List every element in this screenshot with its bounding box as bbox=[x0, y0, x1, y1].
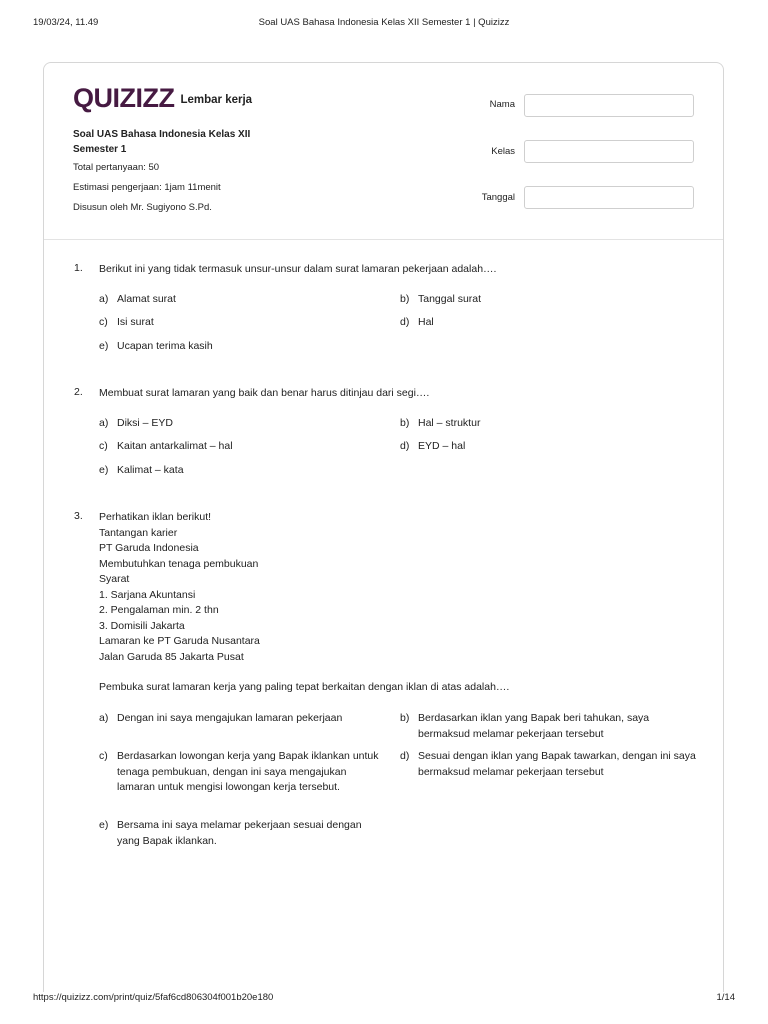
date-input[interactable] bbox=[524, 186, 694, 209]
option-text: Diksi – EYD bbox=[117, 417, 174, 429]
question-text bbox=[99, 510, 704, 696]
option-text: Isi surat bbox=[117, 316, 154, 328]
option-text: Kalimat – kata bbox=[117, 464, 184, 476]
option-text: Kaitan antarkalimat – hal bbox=[117, 440, 233, 452]
question-prompt: Pembuka surat lamaran kerja yang paling tepat berkaitan dengan iklan di atas adalah…. bbox=[99, 681, 510, 693]
ad-line: Syarat bbox=[99, 573, 130, 585]
worksheet bbox=[43, 62, 724, 992]
option-label: d) bbox=[400, 750, 410, 762]
time-estimate: Estimasi pengerjaan: 1jam 11menit bbox=[73, 182, 221, 193]
page-number: 1/14 bbox=[716, 992, 735, 1003]
option-label: a) bbox=[99, 417, 109, 429]
ad-line: Membutuhkan tenaga pembukuan bbox=[99, 557, 259, 570]
question-number: 1. bbox=[74, 262, 83, 274]
quiz-title-line1: Soal UAS Bahasa Indonesia Kelas XII bbox=[73, 129, 251, 140]
worksheet-label: Lembar kerja bbox=[180, 93, 253, 106]
ad-line: 2. Pengalaman min. 2 thn bbox=[99, 604, 219, 616]
class-input[interactable] bbox=[524, 140, 694, 163]
total-questions: Total pertanyaan: 50 bbox=[73, 162, 160, 173]
option-text: Hal – struktur bbox=[418, 417, 481, 429]
option-text: Sesuai dengan iklan yang Bapak tawarkan, dengan ini saya bermaksud melamar pekerjaan tersebut bbox=[418, 750, 696, 778]
class-label: Kelas bbox=[491, 146, 515, 157]
ad-line: Lamaran ke PT Garuda Nusantara bbox=[99, 635, 260, 647]
option-label: d) bbox=[400, 440, 410, 452]
question-3 bbox=[74, 510, 704, 860]
name-label: Nama bbox=[489, 99, 515, 110]
option-label: c) bbox=[99, 750, 108, 762]
option-text: Alamat surat bbox=[117, 293, 176, 305]
ad-line: Perhatikan iklan berikut! bbox=[99, 511, 212, 523]
option-text: EYD – hal bbox=[418, 440, 466, 452]
quiz-title-line2: Semester 1 bbox=[73, 144, 127, 155]
option-text: Berdasarkan iklan yang Bapak beri tahukan, saya bermaksud melamar pekerjaan tersebut bbox=[418, 712, 650, 740]
option-text: Berdasarkan lowongan kerja yang Bapak iklankan untuk tenaga pembukuan, dengan ini saya mengajukan lamaran untuk mengisi lowongan kerja tersebut. bbox=[117, 750, 379, 793]
option-text: Hal bbox=[418, 316, 434, 328]
logo-row bbox=[73, 85, 252, 112]
option-label: b) bbox=[400, 417, 410, 429]
option-text: Ucapan terima kasih bbox=[117, 340, 213, 352]
author: Disusun oleh Mr. Sugiyono S.Pd. bbox=[73, 202, 212, 213]
date-label: Tanggal bbox=[481, 192, 515, 203]
ad-line: PT Garuda Indonesia bbox=[99, 542, 199, 554]
option-label: e) bbox=[99, 340, 109, 352]
option-label: c) bbox=[99, 440, 108, 452]
print-header bbox=[33, 17, 735, 31]
ad-line: Tantangan karier bbox=[99, 526, 178, 539]
option-label: e) bbox=[99, 819, 109, 831]
option-text: Tanggal surat bbox=[418, 293, 482, 305]
ad-line: 3. Domisili Jakarta bbox=[99, 619, 185, 632]
option-label: a) bbox=[99, 712, 109, 724]
print-page-title: Soal UAS Bahasa Indonesia Kelas XII Semester 1 | Quizizz bbox=[258, 17, 510, 28]
name-input[interactable] bbox=[524, 94, 694, 117]
option-label: a) bbox=[99, 293, 109, 305]
option-label: c) bbox=[99, 316, 108, 328]
print-datetime: 19/03/24, 11.49 bbox=[33, 17, 99, 28]
question-text: Berikut ini yang tidak termasuk unsur-unsur dalam surat lamaran pekerjaan adalah…. bbox=[99, 263, 497, 275]
option-text: Dengan ini saya mengajukan lamaran pekerjaan bbox=[117, 712, 343, 724]
ad-line: 1. Sarjana Akuntansi bbox=[99, 588, 196, 601]
ad-line: Jalan Garuda 85 Jakarta Pusat bbox=[99, 650, 244, 663]
option-label: e) bbox=[99, 464, 109, 476]
question-text: Membuat surat lamaran yang baik dan benar harus ditinjau dari segi…. bbox=[99, 387, 430, 399]
option-text: Bersama ini saya melamar pekerjaan sesuai dengan yang Bapak iklankan. bbox=[117, 819, 362, 847]
question-1 bbox=[74, 262, 704, 362]
option-label: d) bbox=[400, 316, 410, 328]
page-url: https://quizizz.com/print/quiz/5faf6cd806304f001b20e180 bbox=[33, 992, 274, 1003]
quizizz-logo: QUIZIZZ bbox=[73, 83, 175, 113]
question-number: 2. bbox=[74, 386, 83, 398]
question-number: 3. bbox=[74, 510, 83, 522]
option-label: b) bbox=[400, 712, 410, 724]
option-label: b) bbox=[400, 293, 410, 305]
quiz-title bbox=[73, 127, 250, 157]
question-2 bbox=[74, 386, 704, 486]
worksheet-header bbox=[44, 63, 723, 240]
